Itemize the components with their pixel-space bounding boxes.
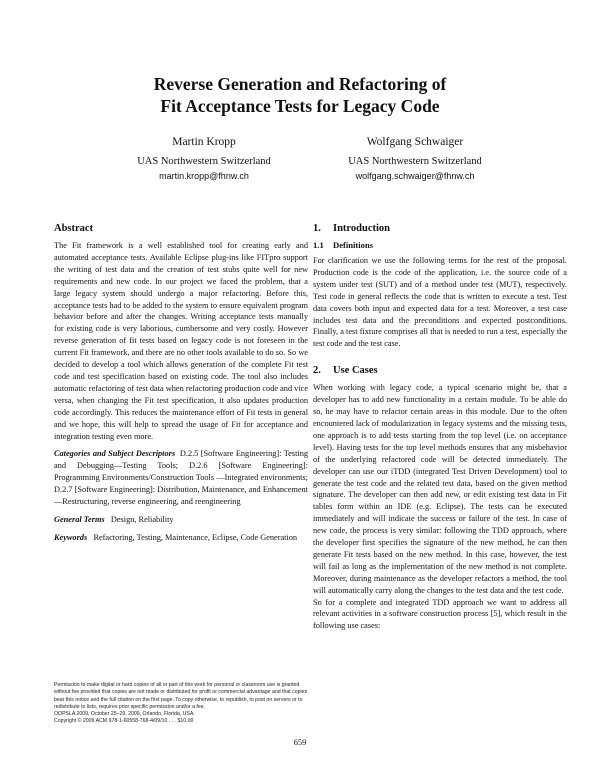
use-cases-paragraph-1: When working with legacy code, a typical scenario might be, that a developer has to add new functionality in a certain module. To be able do so, he may have to refactor certain areas in this module. Due to the often encountered lack of modularization in legacy systems and the missing tests, one approach is to add tests starting from the top level (i.e. on acceptance level). Having tests for the top level methods ensures that any misbehavior of the underlying refactored code will be detected immediately. The developer can use our iTDD (integrated Test Driven Development) tool to generate the test code and the related test data, based on the given method signature. The developer can then add new, or edit existing test data in Fit tables form within an IDE (e.g. Eclipse). The tests can be executed immediately and will indicate the success or failure of the test. In case of new code, the process is very similar: following the TDD approach, where the developer first specifies the signature of the new method, he can then generate Fit tests based on the new method. In this case, however, the test will fail as long as the implementation of the new method is not complete. Moreover, during maintenance as the developer refactors a method, the tool will automatically carry along the changes to the test data and the test code. [313, 383, 567, 595]
subsection-title: Definitions [333, 240, 374, 250]
subsection-1-1-heading [313, 240, 567, 251]
use-cases-paragraph-2: So for a complete and integrated TDD approach we want to address all relevant activities in a software construction process [5], which result in the following use cases: [313, 597, 567, 631]
section-title: Introduction [333, 223, 390, 234]
author-email[interactable]: wolfgang.schwaiger@fhnw.ch [355, 171, 475, 181]
keywords-text: Refactoring, Testing, Maintenance, Eclipse, Code Generation [93, 532, 298, 542]
conference-info: OOPSLA 2009, October 25–29, 2009, Orlando, Florida, USA. [54, 711, 195, 718]
author-block-1 [94, 135, 314, 184]
author-affiliation: UAS Northwestern Switzerland [348, 156, 482, 167]
title-line-1: Reverse Generation and Refactoring of [153, 74, 447, 94]
general-terms-label: General Terms [54, 514, 105, 524]
author-affiliation: UAS Northwestern Switzerland [137, 156, 271, 167]
page-number: 659 [293, 737, 307, 747]
copyright-line: Copyright © 2009 ACM 978-1-60558-768-4/09/10 . . . $10.00 [54, 718, 194, 725]
section-number: 1. [313, 223, 321, 234]
title-line-2: Fit Acceptance Tests for Legacy Code [160, 96, 440, 116]
categories-paragraph [54, 448, 308, 508]
copyright-block [54, 682, 308, 726]
author-block-2 [305, 135, 525, 184]
subsection-number: 1.1 [313, 240, 324, 250]
abstract-heading: Abstract [54, 223, 94, 234]
section-number: 2. [313, 365, 321, 377]
keywords-paragraph [54, 532, 308, 544]
section-2-heading [313, 364, 567, 377]
definitions-text: For clarification we use the following terms for the rest of the proposal. Production code is the code of the application, i.e. the source code of a system under test (SUT) and of a method under test (MUT), respectively. Test code in general reflects the code that is written to execute a test. Test data covers both input and expected data for a test. Moreover, a test case includes test data and the preconditions and expected postconditions. Finally, a test fixture comprises all that is needed to run a test, especially the test code and the test case. [313, 256, 567, 349]
section-1-heading [313, 222, 567, 235]
paper-title [0, 73, 600, 117]
author-name: Martin Kropp [172, 136, 236, 148]
author-name: Wolfgang Schwaiger [366, 136, 464, 148]
categories-text: D.2.5 [Software Engineering]: Testing and Debugging—Testing Tools; D.2.6 [Software Engineering]: Programming Environments/Construction Tools —Integrated environments; D.2.7 [Software Engineering]: Distribution, Maintenance, and Enhancement —Restructuring, reverse engineering, and reengineering [54, 449, 309, 507]
permission-notice: Permission to make digital or hard copies of all or part of this work for personal or classroom use is granted without fee provided that copies are not made or distributed for profit or commercial advantage and that copies bear this notice and the full citation on the first page. To copy otherwise, to republish, to post on servers or to redistribute to lists, requires prior specific permission and/or a fee. [54, 682, 308, 710]
author-email[interactable]: martin.kropp@fhnw.ch [159, 171, 249, 181]
section-title: Use Cases [333, 365, 378, 377]
categories-label: Categories and Subject Descriptors [54, 449, 176, 459]
general-terms-paragraph [54, 514, 308, 526]
general-terms-text: Design, Reliability [110, 514, 174, 524]
right-column [313, 222, 567, 632]
keywords-label: Keywords [54, 532, 88, 542]
left-column [54, 222, 308, 544]
abstract-text: The Fit framework is a well established tool for creating early and automated acceptance tests. Available Eclipse plug-ins like FITpro support the writing of test data and the creation of test stubs quite well for new requirements and new code. In our project we faced the problem, that a large legacy system should undergo a major refactoring. Before this, acceptance tests had to be added to the system to ensure equivalent program behavior before and after the changes. Writing acceptance tests manually for existing code is very laborious, cumbersome and very costly. However reverse generation of fit tests based on legacy code is not foreseen in the current Fit framework, and there are no other tools available to do so. So we decided to develop a tool which allows generation of the complete Fit test code and test specification based on existing code. The tool also includes automatic refactoring of test data when refactoring production code and vice versa, when changing the Fit test specification, it also updates production code accordingly. This reduces the maintenance effort of Fit tests in general and we hope, this will help to spread the usage of Fit for acceptance and integration testing even more. [54, 241, 308, 441]
